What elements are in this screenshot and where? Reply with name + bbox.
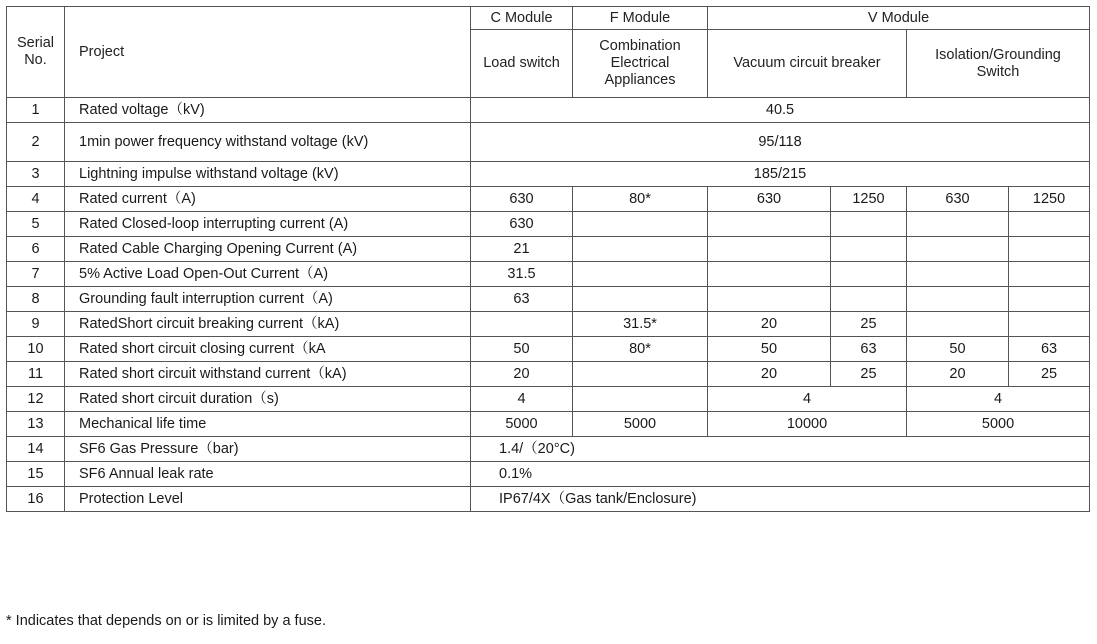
vacuum-630-cell — [708, 262, 831, 287]
project-cell: Protection Level — [65, 487, 471, 512]
table-row — [7, 362, 1090, 387]
vacuum-1250-cell: 1250 — [831, 187, 907, 212]
isolation-switch-header: Isolation/Grounding Switch — [907, 30, 1090, 98]
isolation-630-cell — [907, 287, 1009, 312]
f-module-cell — [573, 387, 708, 412]
serial-cell: 1 — [7, 98, 65, 123]
spec-table — [6, 6, 1090, 512]
isolation-630-cell — [907, 262, 1009, 287]
f-module-cell — [573, 362, 708, 387]
vacuum-630-cell — [708, 212, 831, 237]
serial-cell: 15 — [7, 462, 65, 487]
serial-cell: 14 — [7, 437, 65, 462]
isolation-630-cell: 20 — [907, 362, 1009, 387]
load-switch-header: Load switch — [471, 30, 573, 98]
table-row — [7, 412, 1090, 437]
vacuum-630-cell: 50 — [708, 337, 831, 362]
f-module-cell — [573, 212, 708, 237]
f-module-header: F Module — [573, 7, 708, 30]
isolation-1250-cell — [1009, 237, 1090, 262]
isolation-1250-cell: 25 — [1009, 362, 1090, 387]
vacuum-630-cell: 630 — [708, 187, 831, 212]
project-cell: RatedShort circuit breaking current（kA) — [65, 312, 471, 337]
vacuum-630-cell — [708, 237, 831, 262]
serial-cell: 10 — [7, 337, 65, 362]
f-module-cell — [573, 287, 708, 312]
f-module-cell — [573, 237, 708, 262]
isolation-1250-cell — [1009, 287, 1090, 312]
serial-header: Serial No. — [7, 7, 65, 98]
c-module-cell: 63 — [471, 287, 573, 312]
project-cell: Rated Closed-loop interrupting current (A) — [65, 212, 471, 237]
isolation-630-cell — [907, 237, 1009, 262]
project-cell: SF6 Annual leak rate — [65, 462, 471, 487]
value-cell: 185/215 — [471, 162, 1090, 187]
isolation-630-cell: 50 — [907, 337, 1009, 362]
isolation-1250-cell — [1009, 212, 1090, 237]
isolation-630-cell — [907, 212, 1009, 237]
value-cell: 40.5 — [471, 98, 1090, 123]
isolation-1250-cell — [1009, 262, 1090, 287]
vacuum-1250-cell: 63 — [831, 337, 907, 362]
serial-cell: 7 — [7, 262, 65, 287]
v-module-header: V Module — [708, 7, 1090, 30]
project-cell: Rated Cable Charging Opening Current (A) — [65, 237, 471, 262]
isolation-1250-cell: 1250 — [1009, 187, 1090, 212]
value-cell: IP67/4X（Gas tank/Enclosure) — [471, 487, 1090, 512]
isolation-cell: 4 — [907, 387, 1090, 412]
serial-cell: 8 — [7, 287, 65, 312]
vacuum-1250-cell — [831, 287, 907, 312]
isolation-630-cell: 630 — [907, 187, 1009, 212]
table-row — [7, 337, 1090, 362]
table-row — [7, 462, 1090, 487]
table-row — [7, 262, 1090, 287]
value-cell: 0.1% — [471, 462, 1090, 487]
value-cell: 95/118 — [471, 123, 1090, 162]
project-cell: Grounding fault interruption current（A) — [65, 287, 471, 312]
serial-cell: 13 — [7, 412, 65, 437]
vacuum-cell: 10000 — [708, 412, 907, 437]
table-row — [7, 98, 1090, 123]
c-module-cell: 630 — [471, 187, 573, 212]
table-row — [7, 212, 1090, 237]
footnote: * Indicates that depends on or is limited by a fuse. — [6, 613, 326, 629]
table-row — [7, 237, 1090, 262]
vacuum-1250-cell: 25 — [831, 312, 907, 337]
project-cell: Mechanical life time — [65, 412, 471, 437]
serial-cell: 3 — [7, 162, 65, 187]
vacuum-1250-cell: 25 — [831, 362, 907, 387]
project-cell: SF6 Gas Pressure（bar) — [65, 437, 471, 462]
serial-cell: 2 — [7, 123, 65, 162]
project-cell: 1min power frequency withstand voltage (kV) — [65, 123, 471, 162]
table-row — [7, 162, 1090, 187]
isolation-1250-cell: 63 — [1009, 337, 1090, 362]
f-module-cell: 80* — [573, 337, 708, 362]
c-module-cell: 31.5 — [471, 262, 573, 287]
project-cell: Rated short circuit withstand current（kA) — [65, 362, 471, 387]
serial-cell: 6 — [7, 237, 65, 262]
serial-cell: 9 — [7, 312, 65, 337]
project-cell: Rated short circuit closing current（kA — [65, 337, 471, 362]
isolation-cell: 5000 — [907, 412, 1090, 437]
f-module-cell: 5000 — [573, 412, 708, 437]
f-module-cell: 31.5* — [573, 312, 708, 337]
vacuum-1250-cell — [831, 212, 907, 237]
table-row — [7, 387, 1090, 412]
project-cell: Rated current（A) — [65, 187, 471, 212]
c-module-cell: 4 — [471, 387, 573, 412]
project-cell: Rated short circuit duration（s) — [65, 387, 471, 412]
c-module-cell — [471, 312, 573, 337]
isolation-630-cell — [907, 312, 1009, 337]
table-row — [7, 437, 1090, 462]
project-cell: 5% Active Load Open-Out Current（A) — [65, 262, 471, 287]
serial-cell: 12 — [7, 387, 65, 412]
project-cell: Lightning impulse withstand voltage (kV) — [65, 162, 471, 187]
c-module-cell: 630 — [471, 212, 573, 237]
project-header: Project — [65, 7, 471, 98]
serial-cell: 16 — [7, 487, 65, 512]
header-row-1 — [7, 7, 1090, 30]
c-module-cell: 5000 — [471, 412, 573, 437]
table-row — [7, 123, 1090, 162]
table-row — [7, 312, 1090, 337]
c-module-cell: 20 — [471, 362, 573, 387]
vacuum-630-cell — [708, 287, 831, 312]
vacuum-1250-cell — [831, 262, 907, 287]
vacuum-cell: 4 — [708, 387, 907, 412]
table-row — [7, 287, 1090, 312]
f-module-cell: 80* — [573, 187, 708, 212]
serial-cell: 11 — [7, 362, 65, 387]
isolation-1250-cell — [1009, 312, 1090, 337]
c-module-header: C Module — [471, 7, 573, 30]
project-cell: Rated voltage（kV) — [65, 98, 471, 123]
c-module-cell: 50 — [471, 337, 573, 362]
table-row — [7, 187, 1090, 212]
f-module-cell — [573, 262, 708, 287]
vacuum-630-cell: 20 — [708, 362, 831, 387]
c-module-cell: 21 — [471, 237, 573, 262]
vacuum-breaker-header: Vacuum circuit breaker — [708, 30, 907, 98]
serial-cell: 5 — [7, 212, 65, 237]
table-row — [7, 487, 1090, 512]
value-cell: 1.4/（20°C) — [471, 437, 1090, 462]
vacuum-1250-cell — [831, 237, 907, 262]
vacuum-630-cell: 20 — [708, 312, 831, 337]
combination-header: Combination Electrical Appliances — [573, 30, 708, 98]
serial-cell: 4 — [7, 187, 65, 212]
